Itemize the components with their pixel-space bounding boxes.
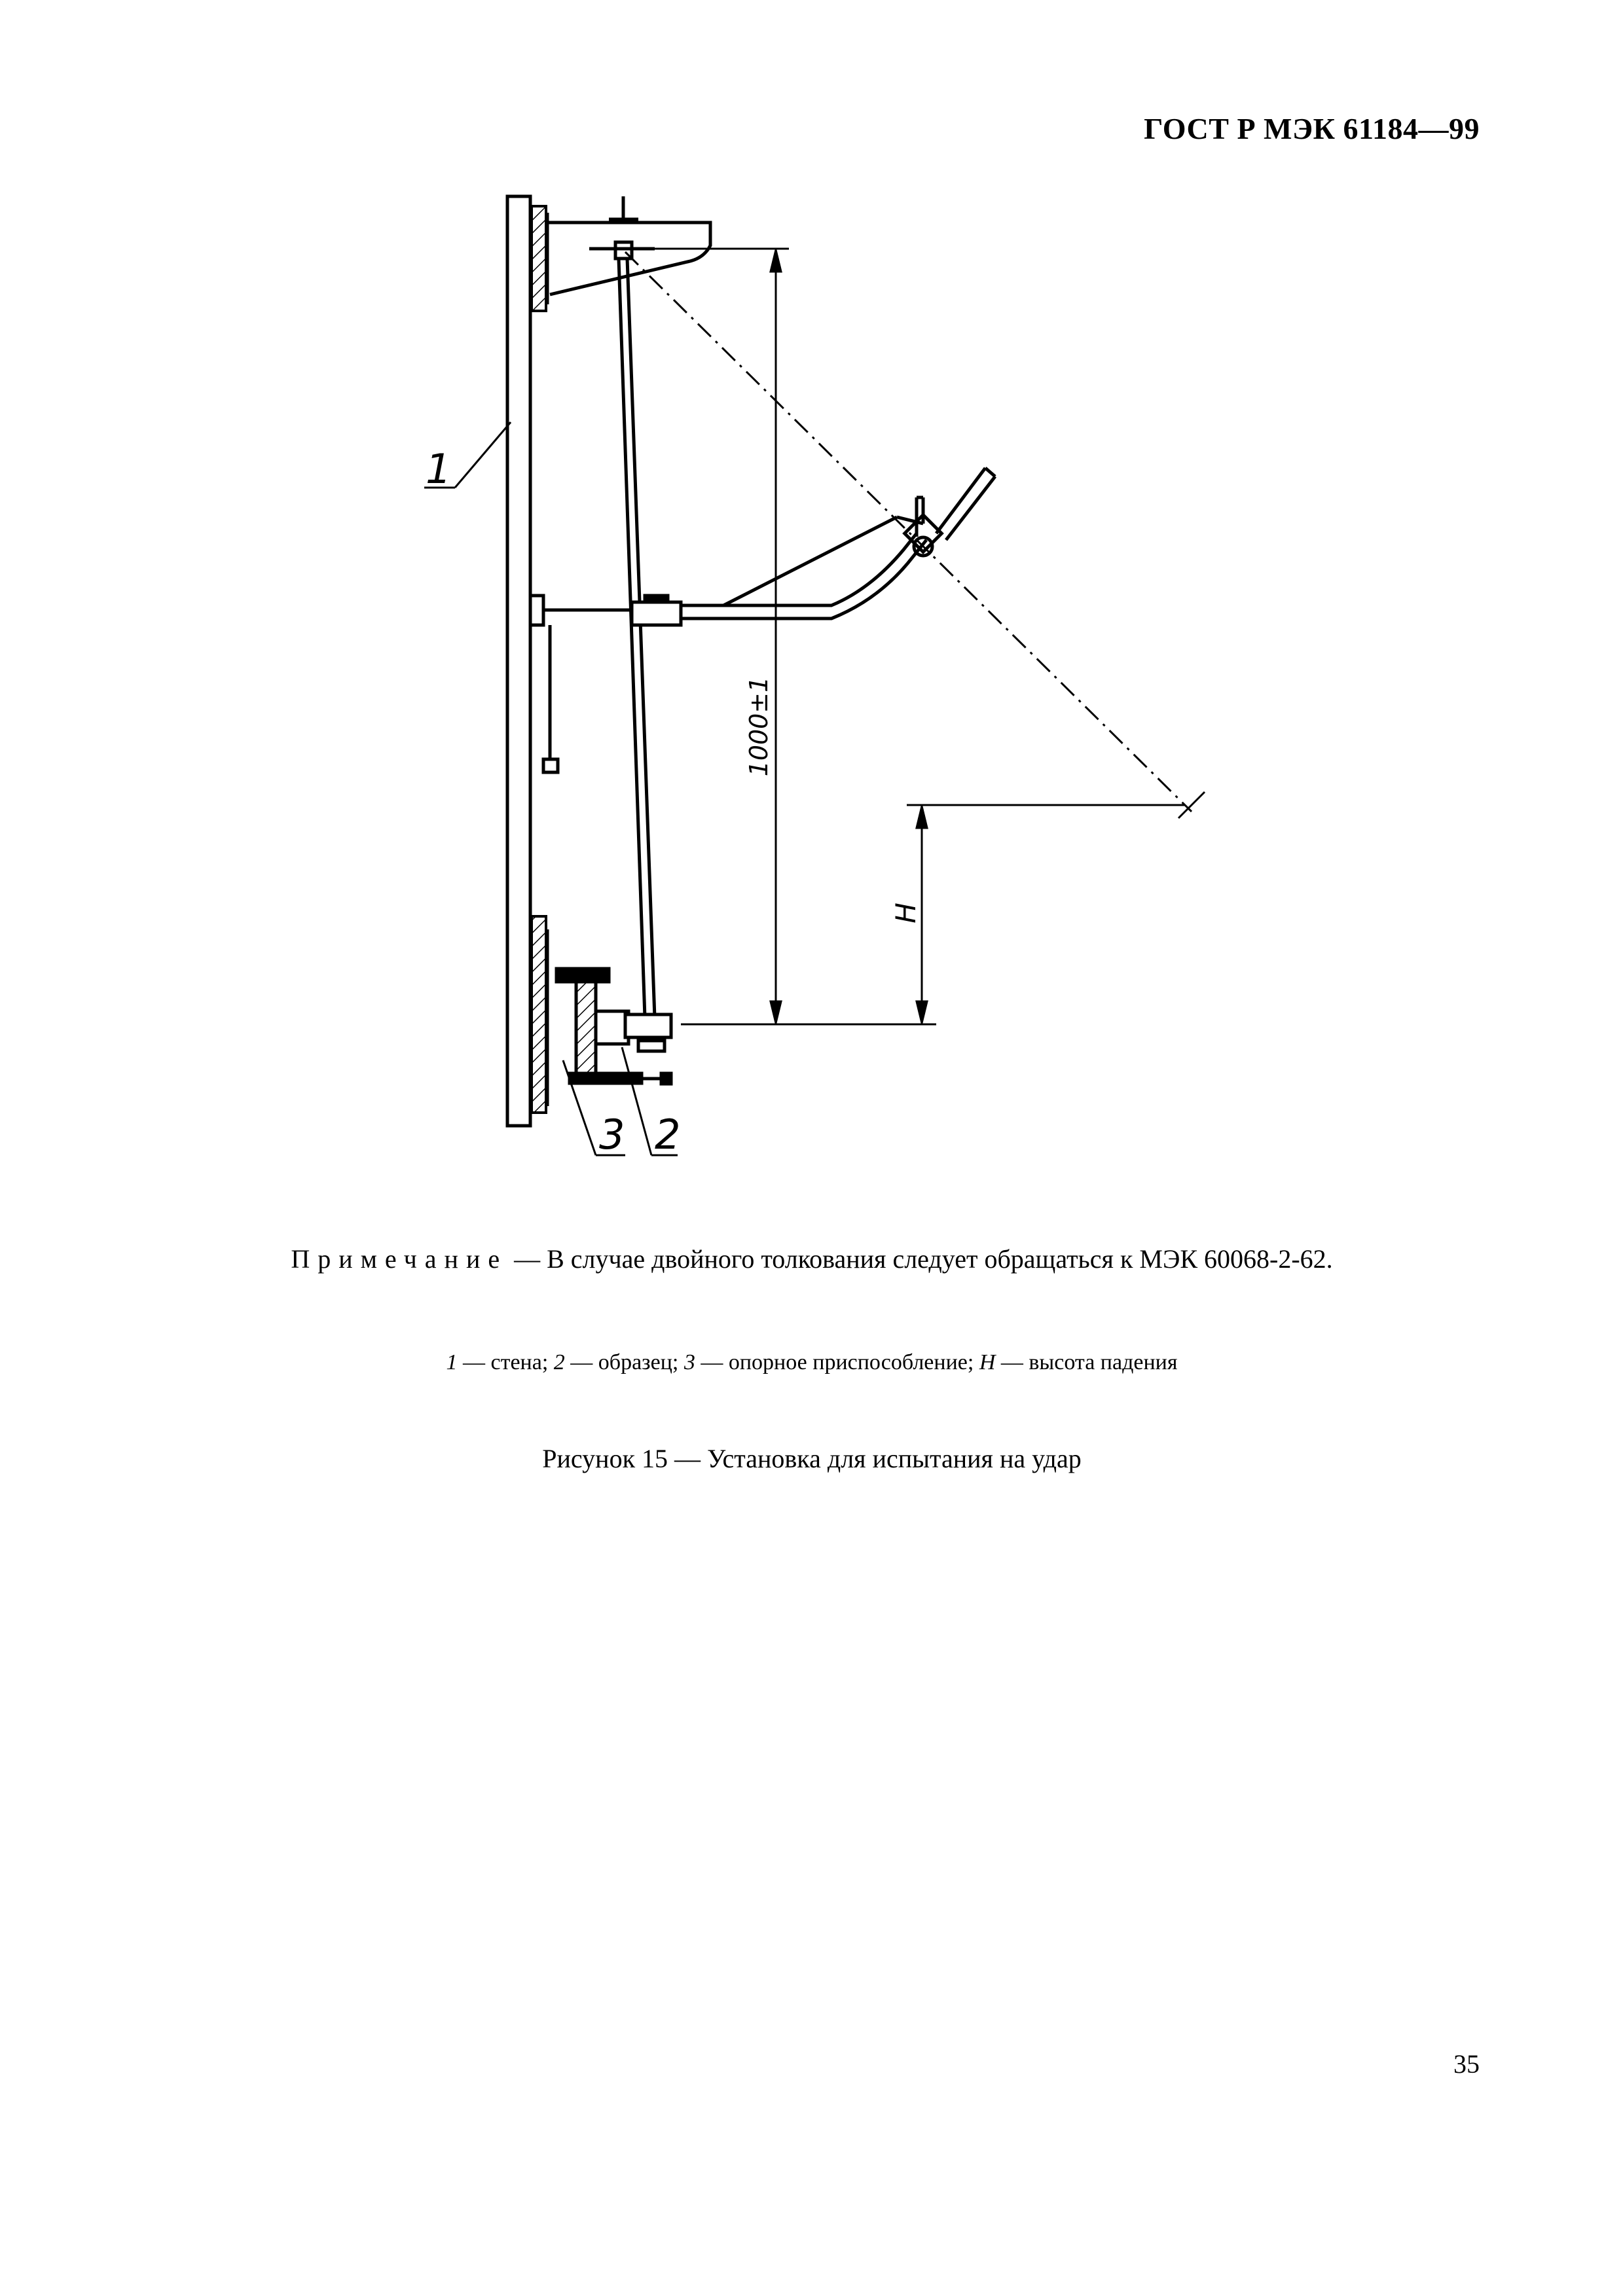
note-paragraph [196, 1244, 1427, 1274]
legend-num: 3 [684, 1350, 695, 1374]
legend-num: 1 [446, 1350, 458, 1374]
callout-wall [424, 422, 511, 493]
callout-specimen-number: 2 [655, 1111, 681, 1158]
legend-num: 2 [553, 1350, 565, 1374]
document-code-header: ГОСТ Р МЭК 61184—99 [1144, 112, 1480, 145]
note-text: — В случае двойного толкования следует обращаться к МЭК 60068-2-62. [507, 1244, 1333, 1274]
legend-text: — опорное приспособление; [695, 1350, 979, 1374]
page-number: 35 [1453, 2049, 1480, 2079]
legend-text: — высота падения [995, 1350, 1178, 1374]
legend-text: — стена; [457, 1350, 554, 1374]
wall [507, 196, 530, 1126]
figure-caption: Рисунок 15 — Установка для испытания на удар [542, 1444, 1082, 1473]
callout-support-number: 3 [599, 1111, 625, 1158]
dimension-drop-height [907, 805, 1185, 1024]
legend-num: H [979, 1350, 996, 1374]
note-lead: Примечание [291, 1244, 508, 1274]
callout-wall-number: 1 [426, 445, 452, 493]
dimension-1000-label: 1000±1 [744, 676, 773, 777]
legend-text: — образец; [564, 1350, 684, 1374]
callout-specimen [622, 1047, 680, 1158]
figure-legend [196, 1350, 1427, 1375]
pendulum-arm [619, 259, 655, 1018]
specimen [625, 1014, 671, 1051]
dimension-drop-label: H [890, 903, 922, 924]
